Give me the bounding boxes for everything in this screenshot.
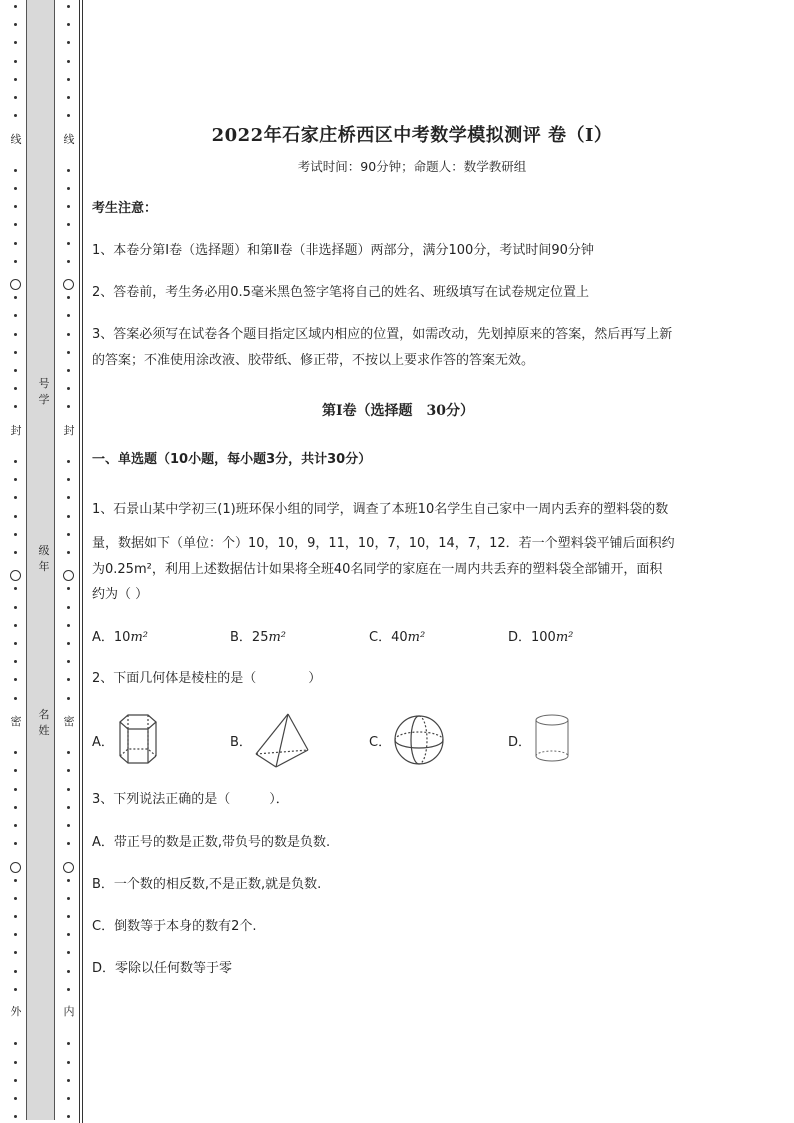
sphere-icon (391, 712, 447, 768)
outer-cut-line (9, 0, 23, 1123)
cut-line-dot (14, 205, 17, 208)
cut-line-dot (67, 496, 70, 499)
q1-line-4: 约为（ ） (92, 587, 149, 602)
cut-line-dot (14, 697, 17, 700)
cut-line-dot (67, 351, 70, 354)
cut-line-dot (67, 369, 70, 372)
cut-line-dot (14, 460, 17, 463)
cut-line-dot (14, 187, 17, 190)
cut-label-line-outer: 线 (10, 133, 22, 146)
cut-line-dot (67, 1061, 70, 1064)
cut-line-dot (67, 314, 70, 317)
cut-line-dot (14, 369, 17, 372)
cut-line-dot (67, 1042, 70, 1045)
cut-line-dot (14, 387, 17, 390)
q3-option-c[interactable]: C．倒数等于本身的数有2个. (92, 919, 257, 934)
cut-line-dot (14, 660, 17, 663)
cut-line-dot (14, 96, 17, 99)
q2-option-b-label: B． (230, 735, 252, 750)
q2-option-d[interactable] (508, 712, 598, 772)
q1-option-a-unit: m² (130, 630, 148, 645)
exam-title: 2022年石家庄桥西区中考数学模拟测评 卷（Ⅰ） (211, 125, 613, 146)
cut-line-dot (67, 387, 70, 390)
cut-line-dot (67, 915, 70, 918)
cut-label-line-inner: 线 (63, 133, 75, 146)
cut-line-dot (14, 296, 17, 299)
cut-line-dot (67, 788, 70, 791)
q2-stem: 2、下面几何体是棱柱的是（ ） (92, 671, 322, 686)
cut-line-dot (14, 5, 17, 8)
q2-option-d-label: D． (508, 735, 532, 750)
section-1-heading: 一、单选题（10小题，每小题3分，共计30分） (92, 452, 372, 467)
notice-item-2: 2、答卷前，考生务必用0.5毫米黑色签字笔将自己的姓名、班级填写在试卷规定位置上 (92, 285, 589, 300)
q3-option-d[interactable]: D．零除以任何数等于零 (92, 961, 233, 976)
circle-mark (63, 570, 74, 581)
cut-line-dot (67, 606, 70, 609)
cut-line-dot (67, 551, 70, 554)
q2-option-b[interactable] (230, 712, 330, 772)
cut-line-dot (14, 879, 17, 882)
cut-line-dot (67, 405, 70, 408)
cut-line-dot (67, 897, 70, 900)
binding-margin (0, 0, 82, 1123)
cut-line-dot (67, 96, 70, 99)
inner-cut-line (62, 0, 76, 1123)
cut-line-dot (14, 788, 17, 791)
cut-line-dot (67, 660, 70, 663)
q1-options (92, 628, 732, 650)
pyramid-icon (252, 712, 312, 770)
cut-label-secret-inner: 密 (63, 715, 75, 728)
cut-line-dot (67, 624, 70, 627)
q3-option-b[interactable]: B．一个数的相反数,不是正数,就是负数. (92, 877, 322, 892)
cut-line-dot (67, 460, 70, 463)
q1-option-b-label: B．25 (230, 630, 269, 645)
cut-line-dot (67, 5, 70, 8)
q1-option-d[interactable] (508, 628, 573, 648)
exam-subtitle: 考试时间：90分钟；命题人：数学教研组 (297, 159, 527, 174)
q1-option-b-unit: m² (268, 630, 287, 645)
name-field-label: 名姓 (38, 708, 50, 737)
q1-option-c-unit: m² (407, 630, 426, 645)
cut-line-dot (14, 769, 17, 772)
cut-line-dot (67, 223, 70, 226)
cut-line-dot (14, 60, 17, 63)
cut-line-dot (67, 988, 70, 991)
cut-line-dot (67, 951, 70, 954)
cut-line-dot (14, 915, 17, 918)
cut-line-dot (14, 933, 17, 936)
cut-line-dot (14, 606, 17, 609)
cut-line-dot (67, 260, 70, 263)
cut-line-dot (14, 242, 17, 245)
cut-line-dot (14, 114, 17, 117)
cut-line-dot (67, 678, 70, 681)
circle-mark (63, 279, 74, 290)
cut-line-dot (14, 988, 17, 991)
notice-item-1: 1、本卷分第Ⅰ卷（选择题）和第Ⅱ卷（非选择题）两部分，满分100分，考试时间90分钟 (92, 243, 594, 258)
cut-line-dot (67, 205, 70, 208)
q2-option-c-label: C． (369, 735, 392, 750)
cut-line-dot (14, 533, 17, 536)
q1-option-c[interactable] (369, 628, 425, 648)
cut-line-dot (67, 879, 70, 882)
cut-label-seal-inner: 封 (63, 424, 75, 437)
notice-heading: 考生注意： (92, 201, 158, 216)
cut-line-dot (14, 842, 17, 845)
cut-line-dot (67, 60, 70, 63)
q1-line-1: 1、石景山某中学初三(1)班环保小组的同学，调查了本班10名学生自己家中一周内丢弃的塑料袋的数 (92, 502, 669, 517)
cut-line-dot (67, 1079, 70, 1082)
cut-line-dot (14, 1042, 17, 1045)
cut-line-dot (67, 1097, 70, 1100)
q2-option-a[interactable] (92, 712, 182, 772)
cut-line-dot (67, 824, 70, 827)
cut-line-dot (67, 933, 70, 936)
cut-line-dot (67, 114, 70, 117)
cut-line-dot (14, 1097, 17, 1100)
cut-line-dot (67, 806, 70, 809)
cut-line-dot (67, 187, 70, 190)
notice-item-3-line-2: 的答案；不准使用涂改液、胶带纸、修正带，不按以上要求作答的答案无效。 (92, 353, 535, 368)
q1-option-d-unit: m² (555, 630, 574, 645)
cut-line-dot (14, 78, 17, 81)
cut-line-dot (14, 41, 17, 44)
q1-line-2: 量，数据如下（单位：个）10，10，9，11，10，7，10，14，7，12．若一个塑料袋平铺后面积约 (92, 536, 675, 551)
cut-label-secret-outer: 密 (10, 715, 22, 728)
cut-line-dot (14, 897, 17, 900)
q3-option-a[interactable]: A．带正号的数是正数,带负号的数是负数. (92, 835, 331, 850)
q1-option-d-label: D．100 (508, 630, 556, 645)
circle-mark (10, 862, 21, 873)
cut-line-dot (14, 642, 17, 645)
cut-line-dot (67, 697, 70, 700)
cut-line-dot (14, 223, 17, 226)
margin-rule-outer (82, 0, 83, 1123)
cut-line-dot (67, 587, 70, 590)
cut-line-dot (14, 260, 17, 263)
cut-line-dot (67, 642, 70, 645)
q1-option-a-label: A．10 (92, 630, 131, 645)
q2-option-a-label: A． (92, 735, 114, 750)
cut-line-dot (14, 587, 17, 590)
cut-line-dot (14, 1115, 17, 1118)
q1-line-3: 为0.25m²，利用上述数据估计如果将全班40名同学的家庭在一周内共丢弃的塑料袋全部铺开，面积 (92, 562, 663, 577)
cut-label-outside: 外 (10, 1005, 22, 1018)
circle-mark (63, 862, 74, 873)
cut-line-dot (14, 314, 17, 317)
cut-line-dot (67, 296, 70, 299)
cut-line-dot (67, 1115, 70, 1118)
cut-line-dot (67, 41, 70, 44)
q3-stem: 3、下列说法正确的是（ ）． (92, 792, 289, 807)
q1-option-b[interactable] (230, 628, 286, 648)
cut-label-inside: 内 (63, 1005, 75, 1018)
cut-line-dot (14, 405, 17, 408)
cut-line-dot (14, 1079, 17, 1082)
cut-line-dot (14, 515, 17, 518)
exam-page (92, 0, 752, 1123)
cut-line-dot (14, 478, 17, 481)
cut-line-dot (14, 806, 17, 809)
hexagonal-prism-icon (114, 712, 164, 768)
grade-field-label: 级年 (38, 544, 50, 573)
cut-line-dot (14, 551, 17, 554)
cut-line-dot (14, 23, 17, 26)
q2-option-c[interactable] (369, 712, 469, 772)
cut-line-dot (67, 478, 70, 481)
cut-line-dot (14, 333, 17, 336)
cut-line-dot (14, 169, 17, 172)
student-id-field-label: 号学 (38, 377, 50, 406)
cut-line-dot (67, 533, 70, 536)
cut-label-seal-outer: 封 (10, 424, 22, 437)
cut-line-dot (14, 951, 17, 954)
cut-line-dot (67, 970, 70, 973)
cut-line-dot (67, 515, 70, 518)
cut-line-dot (67, 169, 70, 172)
cut-line-dot (14, 678, 17, 681)
q1-option-a[interactable] (92, 628, 148, 648)
cut-line-dot (14, 751, 17, 754)
q1-option-c-label: C．40 (369, 630, 408, 645)
cut-line-dot (67, 78, 70, 81)
cut-line-dot (67, 333, 70, 336)
cut-line-dot (14, 496, 17, 499)
cut-line-dot (67, 23, 70, 26)
part-1-title: 第Ⅰ卷（选择题 30分） (321, 403, 475, 419)
circle-mark (10, 570, 21, 581)
q2-options (92, 712, 732, 772)
cut-line-dot (14, 1061, 17, 1064)
cut-line-dot (67, 842, 70, 845)
cut-line-dot (67, 242, 70, 245)
cut-line-dot (67, 751, 70, 754)
cut-line-dot (14, 624, 17, 627)
cut-line-dot (14, 824, 17, 827)
margin-rule (79, 0, 80, 1123)
cylinder-icon (530, 712, 574, 768)
cut-line-dot (67, 769, 70, 772)
circle-mark (10, 279, 21, 290)
cut-line-dot (14, 970, 17, 973)
cut-line-dot (14, 351, 17, 354)
notice-item-3-line-1: 3、答案必须写在试卷各个题目指定区域内相应的位置，如需改动，先划掉原来的答案，然后再写上新 (92, 327, 673, 342)
